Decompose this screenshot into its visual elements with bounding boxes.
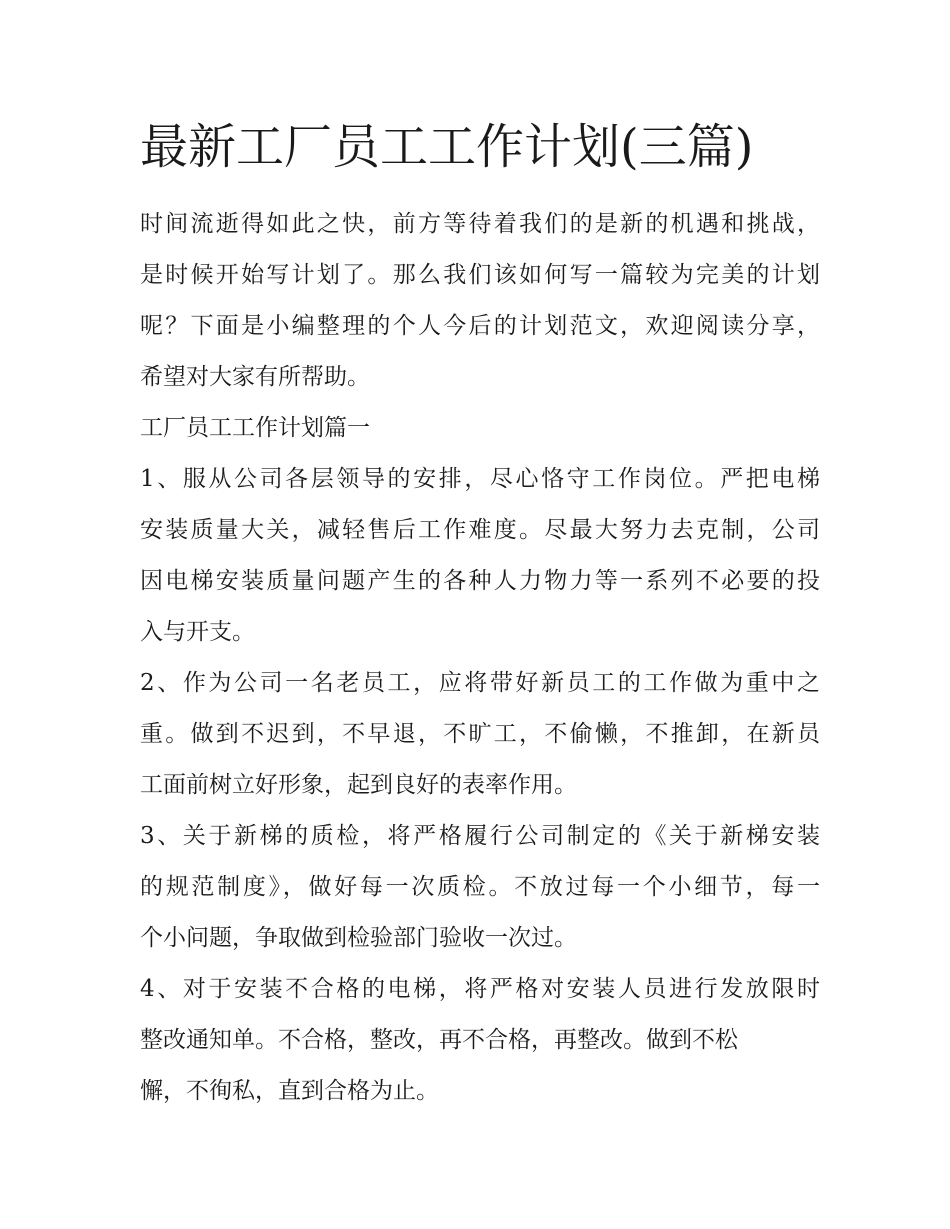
text-line: 个小问题，争取做到检验部门验收一次过。 — [140, 925, 577, 951]
text-line: 懈，不徇私，直到合格为止。 — [140, 1078, 439, 1104]
text-line: 希望对大家有所帮助。 — [140, 364, 370, 390]
text-line: 的规范制度》，做好每一次质检。不放过每一个小细节，每一 — [140, 874, 820, 900]
text-line: 入与开支。 — [140, 619, 255, 645]
text-line: 重。做到不迟到，不早退，不旷工，不偷懒，不推卸，在新员 — [140, 721, 820, 747]
text-line: 因电梯安装质量问题产生的各种人力物力等一系列不必要的投 — [140, 568, 820, 594]
text-line: 是时候开始写计划了。那么我们该如何写一篇较为完美的计划 — [140, 262, 820, 288]
text-line: 3、关于新梯的质检，将严格履行公司制定的《关于新梯安装 — [140, 823, 820, 849]
document-title: 最新工厂员工工作计划(三篇) — [140, 119, 754, 175]
text-line: 4、对于安装不合格的电梯，将严格对安装人员进行发放限时 — [140, 976, 820, 1002]
text-line: 时间流逝得如此之快，前方等待着我们的是新的机遇和挑战， — [140, 211, 820, 237]
text-line: 呢？下面是小编整理的个人今后的计划范文，欢迎阅读分享， — [140, 313, 820, 339]
section-heading: 工厂员工工作计划篇一 — [140, 415, 370, 441]
text-line: 整改通知单。不合格，整改，再不合格，再整改。做到不松 — [140, 1027, 738, 1053]
text-line: 1、服从公司各层领导的安排，尽心恪守工作岗位。严把电梯 — [140, 466, 820, 492]
text-line: 安装质量大关，减轻售后工作难度。尽最大努力去克制，公司 — [140, 517, 820, 543]
text-line: 2、作为公司一名老员工，应将带好新员工的工作做为重中之 — [140, 670, 820, 696]
document-body — [140, 199, 820, 1117]
text-line: 工面前树立好形象，起到良好的表率作用。 — [140, 772, 577, 798]
